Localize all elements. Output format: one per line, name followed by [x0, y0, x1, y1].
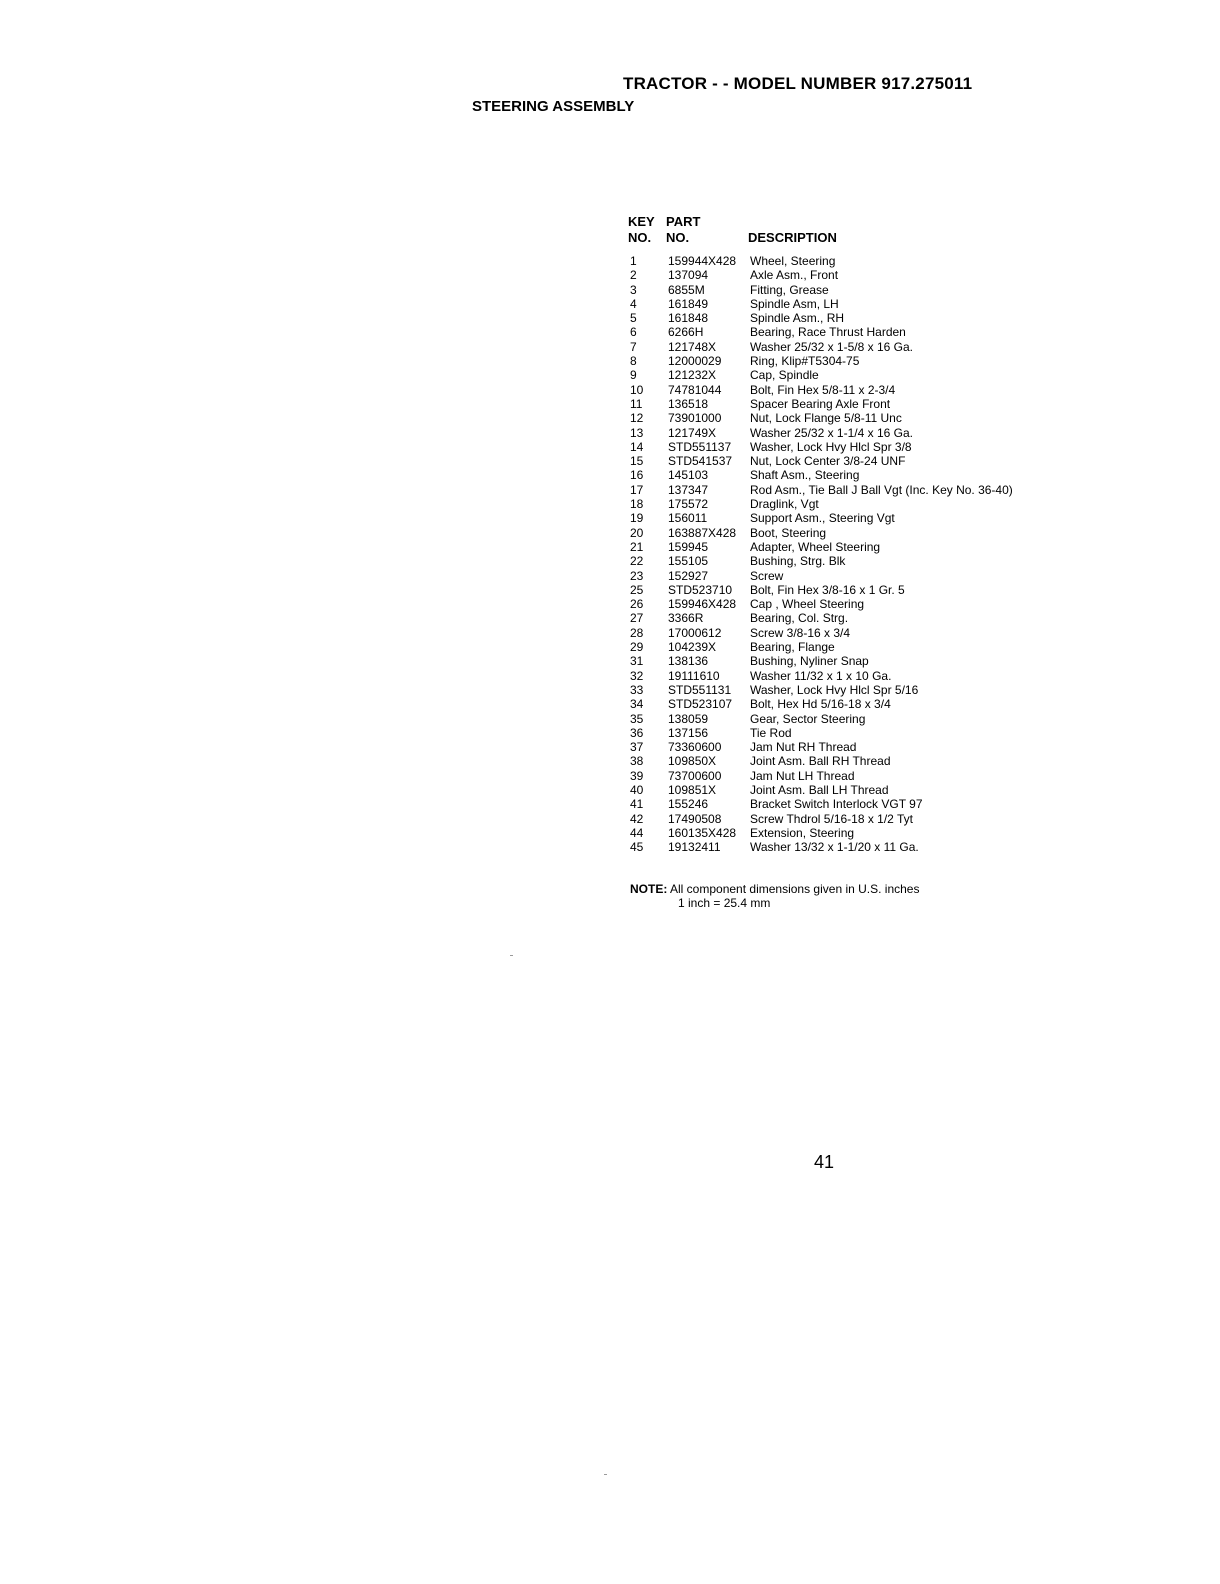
description-cell: Bushing, Nyliner Snap [750, 654, 869, 669]
table-row [628, 311, 1013, 325]
key-no-cell: 21 [630, 539, 644, 554]
table-row [628, 783, 1013, 797]
table-row [628, 497, 1013, 511]
note-label: NOTE: [630, 882, 668, 896]
key-no-cell: 28 [630, 625, 644, 640]
description-cell: Bolt, Fin Hex 5/8-11 x 2-3/4 [750, 382, 896, 397]
table-row [628, 440, 1013, 454]
table-row [628, 411, 1013, 425]
scan-speck [510, 955, 513, 956]
table-row [628, 712, 1013, 726]
description-cell: Washer 25/32 x 1-1/4 x 16 Ga. [750, 425, 913, 440]
key-no-cell: 33 [630, 682, 644, 697]
description-cell: Ring, Klip#T5304-75 [750, 354, 860, 369]
part-no-header [666, 214, 726, 246]
key-no-cell: 8 [630, 354, 637, 369]
part-no-cell: STD541537 [668, 454, 733, 469]
key-no-cell: 22 [630, 554, 644, 569]
key-no-cell: 44 [630, 825, 644, 840]
part-no-cell: 137156 [668, 725, 709, 740]
description-cell: Bushing, Strg. Blk [750, 554, 846, 569]
description-cell: Washer 25/32 x 1-5/8 x 16 Ga. [750, 339, 913, 354]
table-row [628, 254, 1013, 268]
table-row [628, 468, 1013, 482]
key-no-cell: 23 [630, 568, 644, 583]
table-row [628, 583, 1013, 597]
part-no-cell: 159945 [668, 539, 709, 554]
part-no-cell: 109851X [668, 782, 717, 797]
table-row [628, 340, 1013, 354]
table-row [628, 754, 1013, 768]
description-cell: Tie Rod [750, 725, 792, 740]
description-cell: Support Asm., Steering Vgt [750, 511, 895, 526]
part-no-cell: 121749X [668, 425, 717, 440]
part-no-cell: 73901000 [668, 411, 722, 426]
key-no-cell: 16 [630, 468, 644, 483]
table-row [628, 397, 1013, 411]
description-cell: Washer 11/32 x 1 x 10 Ga. [750, 668, 892, 683]
part-no-cell: 161848 [668, 311, 709, 326]
description-header: DESCRIPTION [748, 230, 837, 245]
note [630, 882, 919, 910]
description-cell: Spacer Bearing Axle Front [750, 396, 891, 411]
description-cell: Axle Asm., Front [750, 268, 839, 283]
part-no-cell: 161849 [668, 296, 709, 311]
table-row [628, 283, 1013, 297]
table-row [628, 368, 1013, 382]
key-no-cell: 9 [630, 368, 637, 383]
part-no-cell: 73360600 [668, 740, 722, 755]
part-no-cell: 145103 [668, 468, 709, 483]
key-no-cell: 25 [630, 582, 644, 597]
part-no-cell: 155105 [668, 554, 709, 569]
section-title: STEERING ASSEMBLY [472, 98, 635, 115]
key-no-cell: 35 [630, 711, 644, 726]
description-cell: Gear, Sector Steering [750, 711, 866, 726]
page-title: TRACTOR - - MODEL NUMBER 917.275011 [623, 74, 973, 93]
part-no-cell: 121748X [668, 339, 717, 354]
part-no-cell: 175572 [668, 497, 709, 512]
description-cell: Extension, Steering [750, 825, 855, 840]
table-row [628, 654, 1013, 668]
table-header [628, 214, 1013, 250]
part-no-cell: 17000612 [668, 625, 722, 640]
table-row [628, 697, 1013, 711]
part-no-cell: 159946X428 [668, 597, 737, 612]
description-cell: Washer, Lock Hvy Hlcl Spr 3/8 [750, 439, 912, 454]
part-no-cell: 137347 [668, 482, 709, 497]
key-header-line1: KEY [628, 214, 655, 229]
description-cell: Nut, Lock Center 3/8-24 UNF [750, 454, 906, 469]
part-no-cell: 73700600 [668, 768, 722, 783]
key-no-cell: 34 [630, 697, 644, 712]
part-no-cell: 138059 [668, 711, 709, 726]
key-no-cell: 26 [630, 597, 644, 612]
table-row [628, 426, 1013, 440]
key-no-cell: 2 [630, 268, 637, 283]
description-cell: Cap , Wheel Steering [750, 597, 865, 612]
description-cell: Fitting, Grease [750, 282, 829, 297]
table-row [628, 597, 1013, 611]
table-row [628, 611, 1013, 625]
part-no-cell: 137094 [668, 268, 709, 283]
key-no-cell: 19 [630, 511, 644, 526]
table-row [628, 683, 1013, 697]
key-no-cell: 4 [630, 296, 637, 311]
table-row [628, 511, 1013, 525]
part-no-cell: 6266H [668, 325, 704, 340]
key-no-cell: 40 [630, 782, 644, 797]
description-cell: Washer, Lock Hvy Hlcl Spr 5/16 [750, 682, 919, 697]
description-cell: Adapter, Wheel Steering [750, 539, 881, 554]
part-no-cell: 17490508 [668, 811, 722, 826]
page-number: 41 [814, 1152, 835, 1172]
key-no-cell: 3 [630, 282, 637, 297]
key-no-cell: 27 [630, 611, 644, 626]
part-no-cell: STD551137 [668, 439, 732, 454]
key-no-cell: 29 [630, 640, 644, 655]
key-no-cell: 13 [630, 425, 644, 440]
description-cell: Shaft Asm., Steering [750, 468, 860, 483]
description-cell: Cap, Spindle [750, 368, 819, 383]
key-header-line2: NO. [628, 230, 652, 245]
part-no-cell: 138136 [668, 654, 709, 669]
key-no-cell: 15 [630, 454, 644, 469]
part-no-cell: STD523107 [668, 697, 733, 712]
key-no-cell: 20 [630, 525, 644, 540]
part-no-cell: 121232X [668, 368, 717, 383]
table-row [628, 526, 1013, 540]
key-no-cell: 14 [630, 439, 644, 454]
key-no-cell: 37 [630, 740, 644, 755]
table-row [628, 483, 1013, 497]
description-cell: Bearing, Col. Strg. [750, 611, 849, 626]
description-cell: Jam Nut LH Thread [750, 768, 855, 783]
description-cell: Screw 3/8-16 x 3/4 [750, 625, 851, 640]
table-row [628, 554, 1013, 568]
key-no-cell: 1 [630, 254, 637, 268]
table-row [628, 797, 1013, 811]
table-row [628, 826, 1013, 840]
part-no-cell: 160135X428 [668, 825, 737, 840]
part-no-cell: 163887X428 [668, 525, 737, 540]
table-row [628, 297, 1013, 311]
part-no-cell: 74781044 [668, 382, 722, 397]
description-cell: Bearing, Race Thrust Harden [750, 325, 906, 340]
description-cell: Nut, Lock Flange 5/8-11 Unc [750, 411, 902, 426]
scan-speck [604, 1474, 607, 1475]
description-cell: Screw Thdrol 5/16-18 x 1/2 Tyt [750, 811, 913, 826]
key-no-cell: 41 [630, 797, 644, 812]
part-header-line1: PART [666, 214, 701, 229]
note-line2: 1 inch = 25.4 mm [678, 896, 771, 910]
part-no-cell: 19111610 [668, 668, 720, 683]
key-no-cell: 6 [630, 325, 637, 340]
part-no-cell: 136518 [668, 396, 709, 411]
description-cell: Draglink, Vgt [750, 497, 819, 512]
description-cell: Jam Nut RH Thread [750, 740, 857, 755]
part-no-cell: 12000029 [668, 354, 722, 369]
description-cell: Joint Asm. Ball LH Thread [750, 782, 889, 797]
part-no-cell: 156011 [668, 511, 708, 526]
description-cell: Washer 13/32 x 1-1/20 x 11 Ga. [750, 840, 919, 855]
key-no-cell: 5 [630, 311, 637, 326]
description-cell: Boot, Steering [750, 525, 827, 540]
table-row [628, 540, 1013, 554]
key-no-header [628, 214, 662, 246]
table-row [628, 626, 1013, 640]
key-no-cell: 12 [630, 411, 644, 426]
description-cell: Spindle Asm., RH [750, 311, 845, 326]
description-cell: Bearing, Flange [750, 640, 835, 655]
table-body [628, 254, 1013, 854]
description-cell: Joint Asm. Ball RH Thread [750, 754, 891, 769]
part-no-cell: 152927 [668, 568, 709, 583]
key-no-cell: 31 [630, 654, 644, 669]
key-no-cell: 7 [630, 339, 637, 354]
table-row [628, 726, 1013, 740]
description-cell: Bolt, Fin Hex 3/8-16 x 1 Gr. 5 [750, 582, 905, 597]
table-row [628, 325, 1013, 339]
description-cell: Bracket Switch Interlock VGT 97 [750, 797, 923, 812]
table-row [628, 812, 1013, 826]
part-no-cell: 19132411 [668, 840, 721, 855]
key-no-cell: 36 [630, 725, 644, 740]
table-row [628, 740, 1013, 754]
table-row [628, 569, 1013, 583]
description-cell: Wheel, Steering [750, 254, 836, 268]
part-no-cell: STD551131 [668, 682, 732, 697]
table-row [628, 268, 1013, 282]
key-no-cell: 17 [630, 482, 644, 497]
table-row [628, 354, 1013, 368]
part-header-line2: NO. [666, 230, 690, 245]
part-no-cell: 104239X [668, 640, 717, 655]
part-no-cell: 155246 [668, 797, 709, 812]
key-no-cell: 32 [630, 668, 644, 683]
table-row [628, 640, 1013, 654]
key-no-cell: 11 [630, 396, 643, 411]
key-no-cell: 10 [630, 382, 644, 397]
part-no-cell: 3366R [668, 611, 704, 626]
key-no-cell: 42 [630, 811, 644, 826]
part-no-cell: 109850X [668, 754, 717, 769]
table-row [628, 454, 1013, 468]
description-cell: Screw [750, 568, 784, 583]
key-no-cell: 38 [630, 754, 644, 769]
part-no-cell: STD523710 [668, 582, 733, 597]
key-no-cell: 18 [630, 497, 644, 512]
table-row [628, 769, 1013, 783]
key-no-cell: 45 [630, 840, 644, 855]
parts-table [628, 214, 1013, 854]
part-no-cell: 159944X428 [668, 254, 737, 268]
key-no-cell: 39 [630, 768, 644, 783]
part-no-cell: 6855M [668, 282, 705, 297]
description-cell: Bolt, Hex Hd 5/16-18 x 3/4 [750, 697, 891, 712]
table-row [628, 383, 1013, 397]
note-line1: All component dimensions given in U.S. inches [670, 882, 920, 896]
table-row [628, 840, 1013, 854]
table-row [628, 669, 1013, 683]
description-cell: Rod Asm., Tie Ball J Ball Vgt (Inc. Key No. 36-40) [750, 482, 1013, 497]
description-cell: Spindle Asm, LH [750, 296, 839, 311]
